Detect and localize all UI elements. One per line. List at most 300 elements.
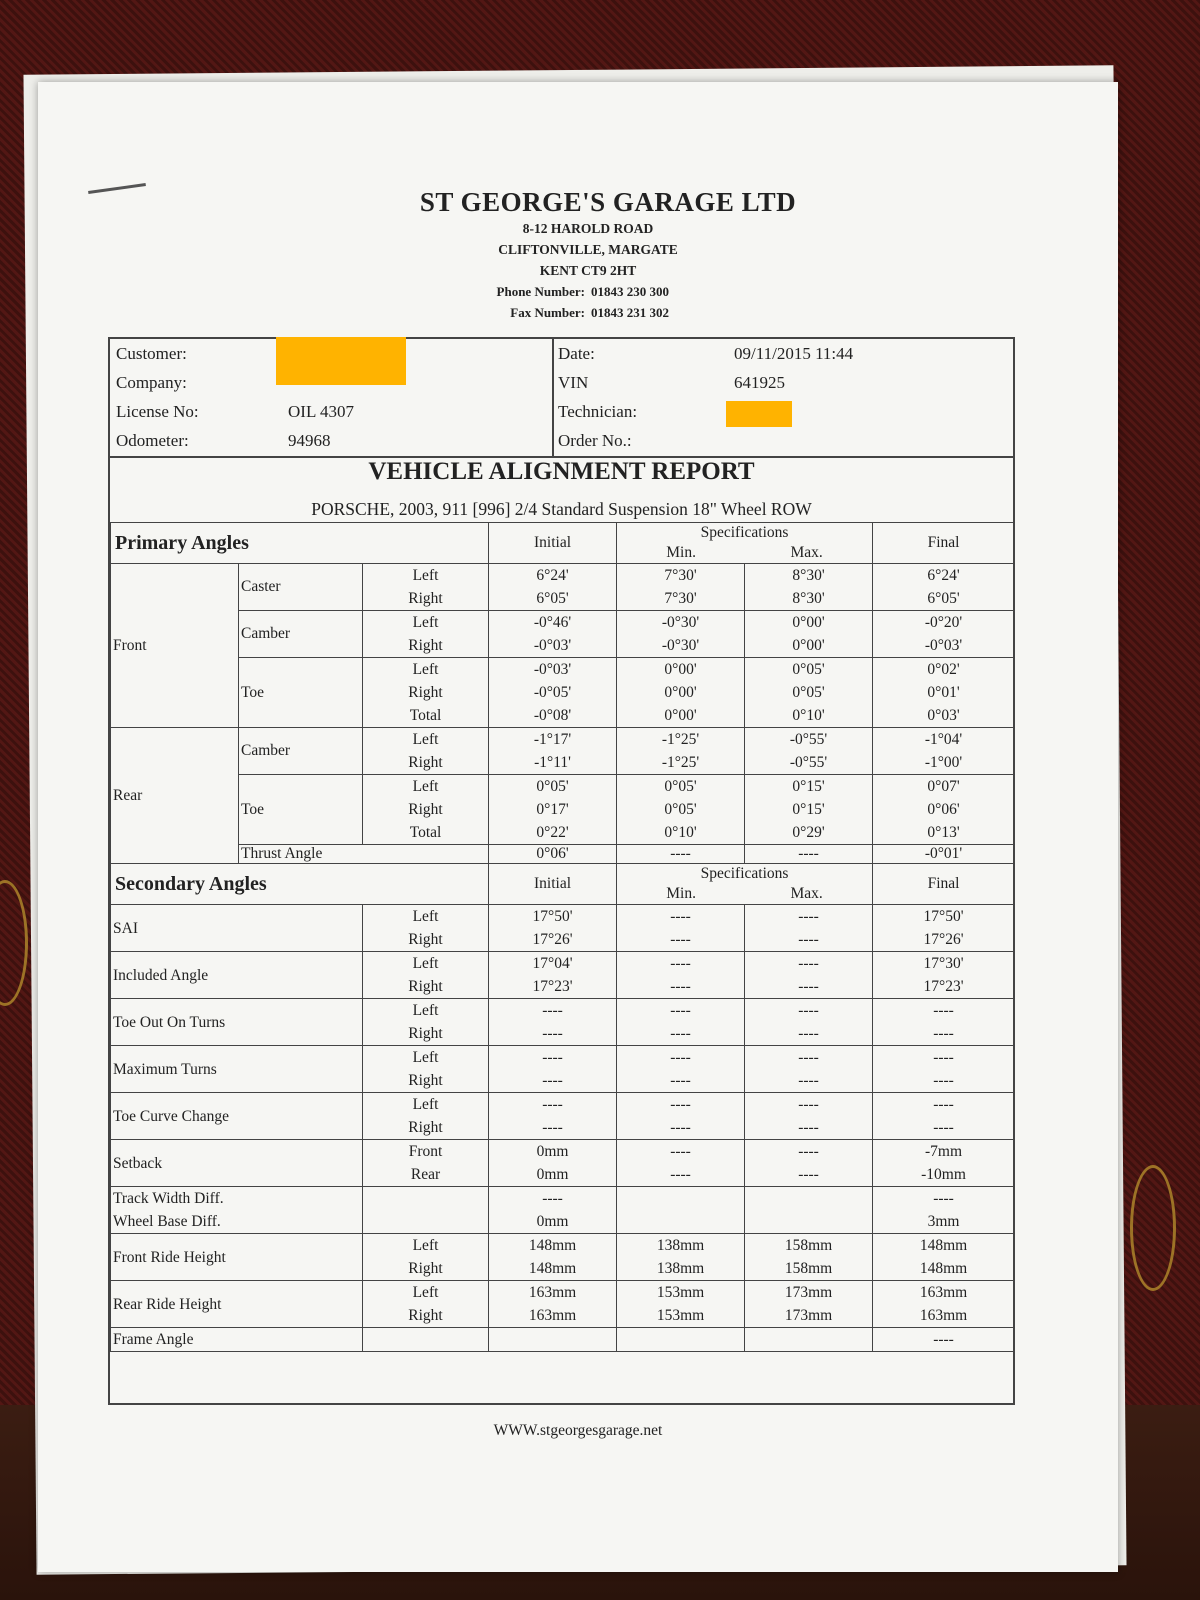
- max: [745, 905, 873, 952]
- final-value: ----: [933, 1049, 954, 1066]
- max-value: ----: [798, 1166, 819, 1183]
- license-label: License No:: [116, 402, 199, 421]
- min-value: ----: [670, 978, 691, 995]
- initial-value: ----: [542, 1049, 563, 1066]
- phone-line: [48, 281, 1118, 302]
- secondary-angle-name: Toe Out On Turns: [111, 999, 363, 1046]
- max-value: 0°10': [792, 707, 825, 724]
- max-value: 0°05': [792, 661, 825, 678]
- side-value: Right: [408, 637, 443, 654]
- side-value: [365, 1187, 486, 1210]
- max-value: ----: [798, 955, 819, 972]
- address-line-1: 8-12 HAROLD ROAD: [522, 221, 654, 236]
- max-value: [747, 1328, 870, 1351]
- side-value: Left: [412, 778, 439, 795]
- thrust-final: -0°01': [873, 845, 1015, 864]
- final-value: 0°03': [927, 707, 960, 724]
- specifications-label: Specifications: [700, 524, 789, 541]
- specifications-label: Specifications: [700, 865, 789, 882]
- phone-label: Phone Number:: [496, 284, 585, 299]
- max-label: Max.: [790, 885, 823, 902]
- fax-line: [48, 302, 1118, 323]
- company-label: Company:: [116, 373, 187, 392]
- max: [745, 1187, 873, 1234]
- final-value: 3mm: [927, 1213, 960, 1230]
- side: [363, 952, 489, 999]
- min-value: -0°30': [661, 637, 700, 654]
- max: [745, 1234, 873, 1281]
- initial: [489, 775, 617, 845]
- vin-row: [556, 368, 1013, 397]
- initial-value: 0mm: [536, 1143, 569, 1160]
- max-value: 0°15': [792, 778, 825, 795]
- side: [363, 999, 489, 1046]
- final-value: ----: [933, 1119, 954, 1136]
- max-value: ----: [798, 1049, 819, 1066]
- final: [873, 1281, 1015, 1328]
- side-value: [365, 1328, 486, 1351]
- alignment-table: [110, 522, 1015, 1352]
- secondary-row: [111, 1093, 1015, 1140]
- max-value: 173mm: [784, 1284, 833, 1301]
- side-value: Right: [408, 801, 443, 818]
- min-value: -0°30': [661, 614, 700, 631]
- min-label: Min.: [666, 544, 696, 561]
- max-value: ----: [798, 1119, 819, 1136]
- min-value: 0°05': [664, 801, 697, 818]
- final-value: 0°02': [927, 661, 960, 678]
- min-max-labels: [619, 884, 870, 904]
- min-value: 0°05': [664, 778, 697, 795]
- front-group-label: Front: [111, 564, 239, 728]
- initial: [489, 1328, 617, 1352]
- min: [617, 658, 745, 728]
- secondary-row: [111, 1281, 1015, 1328]
- side-value: Total: [409, 824, 442, 841]
- initial-value: -1°17': [533, 731, 572, 748]
- final-value: 0°07': [927, 778, 960, 795]
- side-value: Total: [409, 707, 442, 724]
- side-value: Front: [408, 1143, 443, 1160]
- max-value: -0°55': [789, 754, 828, 771]
- side-value: Right: [408, 1025, 443, 1042]
- final-value: ----: [933, 1331, 954, 1348]
- initial-value: ----: [542, 1002, 563, 1019]
- max-value: ----: [798, 1096, 819, 1113]
- alignment-report-sheet: [38, 82, 1118, 1572]
- final-value: 17°50': [923, 908, 964, 925]
- min-value: ----: [670, 1002, 691, 1019]
- min-max-labels: [619, 543, 870, 563]
- initial-value: -1°11': [534, 754, 571, 771]
- side: [363, 1093, 489, 1140]
- final-value: ----: [933, 1002, 954, 1019]
- side-value: Left: [412, 567, 439, 584]
- final-value: 163mm: [919, 1307, 968, 1324]
- min-value: 7°30': [664, 590, 697, 607]
- thrust-min: ----: [617, 845, 745, 864]
- max: [745, 611, 873, 658]
- side: [363, 1187, 489, 1234]
- initial-value: 17°23': [532, 978, 573, 995]
- angle-row: [111, 658, 1015, 728]
- initial-value: -0°08': [533, 707, 572, 724]
- side-value: Right: [408, 978, 443, 995]
- angle-name: Thrust Angle: [239, 845, 489, 864]
- side: [363, 775, 489, 845]
- final: [873, 728, 1015, 775]
- initial-value: 148mm: [528, 1260, 577, 1277]
- secondary-angle-name: Setback: [111, 1140, 363, 1187]
- primary-angles-header-row: [111, 523, 1015, 564]
- secondary-angle-name: Maximum Turns: [111, 1046, 363, 1093]
- min-value: ----: [670, 1025, 691, 1042]
- min-value: [619, 1187, 742, 1210]
- max-value: 0°05': [792, 684, 825, 701]
- final-value: ----: [933, 1096, 954, 1113]
- final: [873, 1093, 1015, 1140]
- final: [873, 564, 1015, 611]
- max-value: 173mm: [784, 1307, 833, 1324]
- initial: [489, 611, 617, 658]
- min: [617, 999, 745, 1046]
- min: [617, 1140, 745, 1187]
- initial-value: [491, 1328, 614, 1351]
- max-value: [747, 1210, 870, 1233]
- thrust-max: ----: [745, 845, 873, 864]
- side: [363, 1328, 489, 1352]
- initial: [489, 952, 617, 999]
- angle-name: Toe: [239, 658, 363, 728]
- initial-value: -0°03': [533, 661, 572, 678]
- vin-label: VIN: [558, 373, 589, 392]
- date-row: [556, 339, 1013, 368]
- thrust-initial: 0°06': [489, 845, 617, 864]
- customer-info-block: [110, 339, 1013, 458]
- secondary-row: [111, 1046, 1015, 1093]
- gold-ornament-right: [1130, 1165, 1176, 1291]
- side: [363, 1234, 489, 1281]
- initial-value: -0°05': [533, 684, 572, 701]
- angle-name: Toe: [239, 775, 363, 845]
- final-value: 17°26': [923, 931, 964, 948]
- min: [617, 728, 745, 775]
- fax-number: 01843 231 302: [591, 305, 669, 320]
- rear-group-label: Rear: [111, 728, 239, 864]
- initial-value: -0°46': [533, 614, 572, 631]
- secondary-angle-name: Toe Curve Change: [111, 1093, 363, 1140]
- side-value: Left: [412, 955, 439, 972]
- max-value: -0°55': [789, 731, 828, 748]
- final-value: -7mm: [925, 1143, 963, 1160]
- angle-name: Camber: [239, 728, 363, 775]
- technician-label: Technician:: [558, 402, 638, 421]
- final-value: 148mm: [919, 1237, 968, 1254]
- initial-value: ----: [542, 1025, 563, 1042]
- initial-value: ----: [542, 1119, 563, 1136]
- side-value: Right: [408, 754, 443, 771]
- min-value: -1°25': [661, 731, 700, 748]
- min-value: ----: [670, 955, 691, 972]
- side-value: Right: [408, 684, 443, 701]
- max-value: 158mm: [784, 1237, 833, 1254]
- max-value: [747, 1187, 870, 1210]
- min-value: ----: [670, 1049, 691, 1066]
- side: [363, 905, 489, 952]
- max: [745, 1328, 873, 1352]
- min-value: 0°00': [664, 661, 697, 678]
- initial-value: ----: [542, 1072, 563, 1089]
- side-value: Right: [408, 590, 443, 607]
- angle-row: [111, 611, 1015, 658]
- secondary-angle-name: Rear Ride Height: [111, 1281, 363, 1328]
- final: [873, 1234, 1015, 1281]
- min-value: ----: [670, 1166, 691, 1183]
- max-value: ----: [798, 1072, 819, 1089]
- final: [873, 658, 1015, 728]
- initial-value: 148mm: [528, 1237, 577, 1254]
- final-value: -1°00': [924, 754, 963, 771]
- secondary-row: [111, 1328, 1015, 1352]
- min: [617, 1234, 745, 1281]
- side-value: Left: [412, 1284, 439, 1301]
- initial-value: 17°26': [532, 931, 573, 948]
- report-title: VEHICLE ALIGNMENT REPORT: [368, 458, 755, 485]
- initial-value: -0°03': [533, 637, 572, 654]
- specifications-header: [617, 864, 873, 905]
- initial-value: 6°24': [536, 567, 569, 584]
- max: [745, 564, 873, 611]
- order-row: [556, 426, 1013, 455]
- final: [873, 1328, 1015, 1352]
- secondary-angle-name: Front Ride Height: [111, 1234, 363, 1281]
- side-value: Left: [412, 1002, 439, 1019]
- final: [873, 1046, 1015, 1093]
- initial-header: Initial: [489, 864, 617, 905]
- max: [745, 952, 873, 999]
- order-label: Order No.:: [558, 431, 632, 450]
- customer-redaction: [276, 337, 406, 385]
- side-value: Left: [412, 661, 439, 678]
- customer-label: Customer:: [116, 344, 187, 363]
- max-value: ----: [798, 908, 819, 925]
- final-header: Final: [873, 864, 1015, 905]
- side-value: Left: [412, 908, 439, 925]
- angle-row: [111, 775, 1015, 845]
- max-value: 0°15': [792, 801, 825, 818]
- max: [745, 999, 873, 1046]
- min-value: ----: [670, 1072, 691, 1089]
- min: [617, 952, 745, 999]
- secondary-angle-name: Frame Angle: [111, 1328, 363, 1352]
- max: [745, 1093, 873, 1140]
- secondary-row: [111, 905, 1015, 952]
- final-value: 6°05': [927, 590, 960, 607]
- final-value: 163mm: [919, 1284, 968, 1301]
- thrust-angle-row: [111, 845, 1015, 864]
- min-label: Min.: [666, 885, 696, 902]
- initial: [489, 905, 617, 952]
- initial-value: ----: [542, 1096, 563, 1113]
- website-footer: WWW.stgeorgesgarage.net: [493, 1422, 663, 1439]
- min-value: [619, 1328, 742, 1351]
- side-value: Right: [408, 1119, 443, 1136]
- min: [617, 1187, 745, 1234]
- phone-number: 01843 230 300: [591, 284, 669, 299]
- secondary-row: [111, 1234, 1015, 1281]
- garage-name: ST GEORGE'S GARAGE LTD: [419, 187, 797, 217]
- initial-header: Initial: [489, 523, 617, 564]
- secondary-angle-name: Track Width Diff. Wheel Base Diff.: [111, 1187, 363, 1234]
- max-value: ----: [798, 1143, 819, 1160]
- min-value: 0°10': [664, 824, 697, 841]
- final-value: 17°30': [923, 955, 964, 972]
- final-value: -0°03': [924, 637, 963, 654]
- max-value: 0°00': [792, 637, 825, 654]
- initial-value: 6°05': [536, 590, 569, 607]
- side: [363, 1140, 489, 1187]
- max-value: 158mm: [784, 1260, 833, 1277]
- initial-value: 163mm: [528, 1284, 577, 1301]
- side: [363, 728, 489, 775]
- side-value: Left: [412, 1096, 439, 1113]
- min-value: -1°25': [661, 754, 700, 771]
- max-value: ----: [798, 978, 819, 995]
- odometer-label: Odometer:: [116, 431, 189, 450]
- secondary-angle-name: SAI: [111, 905, 363, 952]
- address-line-3: KENT CT9 2HT: [539, 263, 637, 278]
- max-value: 0°00': [792, 614, 825, 631]
- min-value: 138mm: [656, 1237, 705, 1254]
- min: [617, 611, 745, 658]
- angle-row: [111, 564, 1015, 611]
- secondary-angle-name: Included Angle: [111, 952, 363, 999]
- max-value: ----: [798, 1025, 819, 1042]
- max: [745, 1140, 873, 1187]
- final-value: -1°04': [924, 731, 963, 748]
- side-value: [365, 1210, 486, 1233]
- final: [873, 775, 1015, 845]
- min-value: 153mm: [656, 1284, 705, 1301]
- max: [745, 728, 873, 775]
- max: [745, 775, 873, 845]
- initial-value: 17°04': [532, 955, 573, 972]
- min-value: 0°00': [664, 684, 697, 701]
- final: [873, 905, 1015, 952]
- min-value: 153mm: [656, 1307, 705, 1324]
- initial-value: 0°05': [536, 778, 569, 795]
- initial: [489, 1140, 617, 1187]
- initial: [489, 1093, 617, 1140]
- min: [617, 1093, 745, 1140]
- final-value: 0°13': [927, 824, 960, 841]
- initial: [489, 1281, 617, 1328]
- final: [873, 952, 1015, 999]
- angle-name: Camber: [239, 611, 363, 658]
- max-value: 8°30': [792, 567, 825, 584]
- side-value: Right: [408, 931, 443, 948]
- license-value: OIL 4307: [288, 402, 354, 421]
- final-value: ----: [933, 1190, 954, 1207]
- min-value: ----: [670, 1143, 691, 1160]
- side: [363, 658, 489, 728]
- initial: [489, 658, 617, 728]
- fax-label: Fax Number:: [510, 305, 585, 320]
- max-value: 8°30': [792, 590, 825, 607]
- min: [617, 1328, 745, 1352]
- license-row: [114, 397, 554, 426]
- final-value: ----: [933, 1025, 954, 1042]
- final: [873, 999, 1015, 1046]
- initial-value: 17°50': [532, 908, 573, 925]
- side: [363, 1281, 489, 1328]
- max-value: ----: [798, 1002, 819, 1019]
- address-line-2: CLIFTONVILLE, MARGATE: [498, 242, 678, 257]
- min: [617, 1281, 745, 1328]
- side-value: Left: [412, 614, 439, 631]
- garage-header: [38, 187, 1118, 323]
- final-value: 17°23': [923, 978, 964, 995]
- date-value: 09/11/2015 11:44: [734, 344, 854, 363]
- specifications-header: [617, 523, 873, 564]
- vehicle-description: PORSCHE, 2003, 911 [996] 2/4 Standard Suspension 18" Wheel ROW: [311, 499, 812, 519]
- final-value: 6°24': [927, 567, 960, 584]
- report-frame: [108, 337, 1015, 1405]
- side-value: Left: [412, 1237, 439, 1254]
- min-value: ----: [670, 931, 691, 948]
- max: [745, 658, 873, 728]
- side-value: Right: [408, 1072, 443, 1089]
- min-value: 0°00': [664, 707, 697, 724]
- initial-value: 0°22': [536, 824, 569, 841]
- min-value: [619, 1210, 742, 1233]
- min-value: ----: [670, 908, 691, 925]
- secondary-angles-heading: Secondary Angles: [111, 864, 489, 905]
- final-header: Final: [873, 523, 1015, 564]
- initial: [489, 564, 617, 611]
- date-label: Date:: [558, 344, 595, 363]
- min: [617, 905, 745, 952]
- final-value: 0°06': [927, 801, 960, 818]
- secondary-row: [111, 1187, 1015, 1234]
- side-value: Right: [408, 1260, 443, 1277]
- secondary-angles-header-row: [111, 864, 1015, 905]
- side-value: Left: [412, 1049, 439, 1066]
- initial: [489, 728, 617, 775]
- side: [363, 564, 489, 611]
- primary-angles-heading: Primary Angles: [111, 523, 489, 564]
- initial: [489, 999, 617, 1046]
- initial: [489, 1187, 617, 1234]
- side: [363, 611, 489, 658]
- side-value: Right: [408, 1307, 443, 1324]
- final-value: 0°01': [927, 684, 960, 701]
- final: [873, 1140, 1015, 1187]
- min-value: 138mm: [656, 1260, 705, 1277]
- side-value: Left: [412, 731, 439, 748]
- final: [873, 1187, 1015, 1234]
- min-value: ----: [670, 1119, 691, 1136]
- final-value: ----: [933, 1072, 954, 1089]
- initial: [489, 1046, 617, 1093]
- initial-value: 0°17': [536, 801, 569, 818]
- max: [745, 1046, 873, 1093]
- angle-row: [111, 728, 1015, 775]
- side: [363, 1046, 489, 1093]
- initial: [489, 1234, 617, 1281]
- final-value: -0°20': [924, 614, 963, 631]
- odometer-value: 94968: [288, 431, 331, 450]
